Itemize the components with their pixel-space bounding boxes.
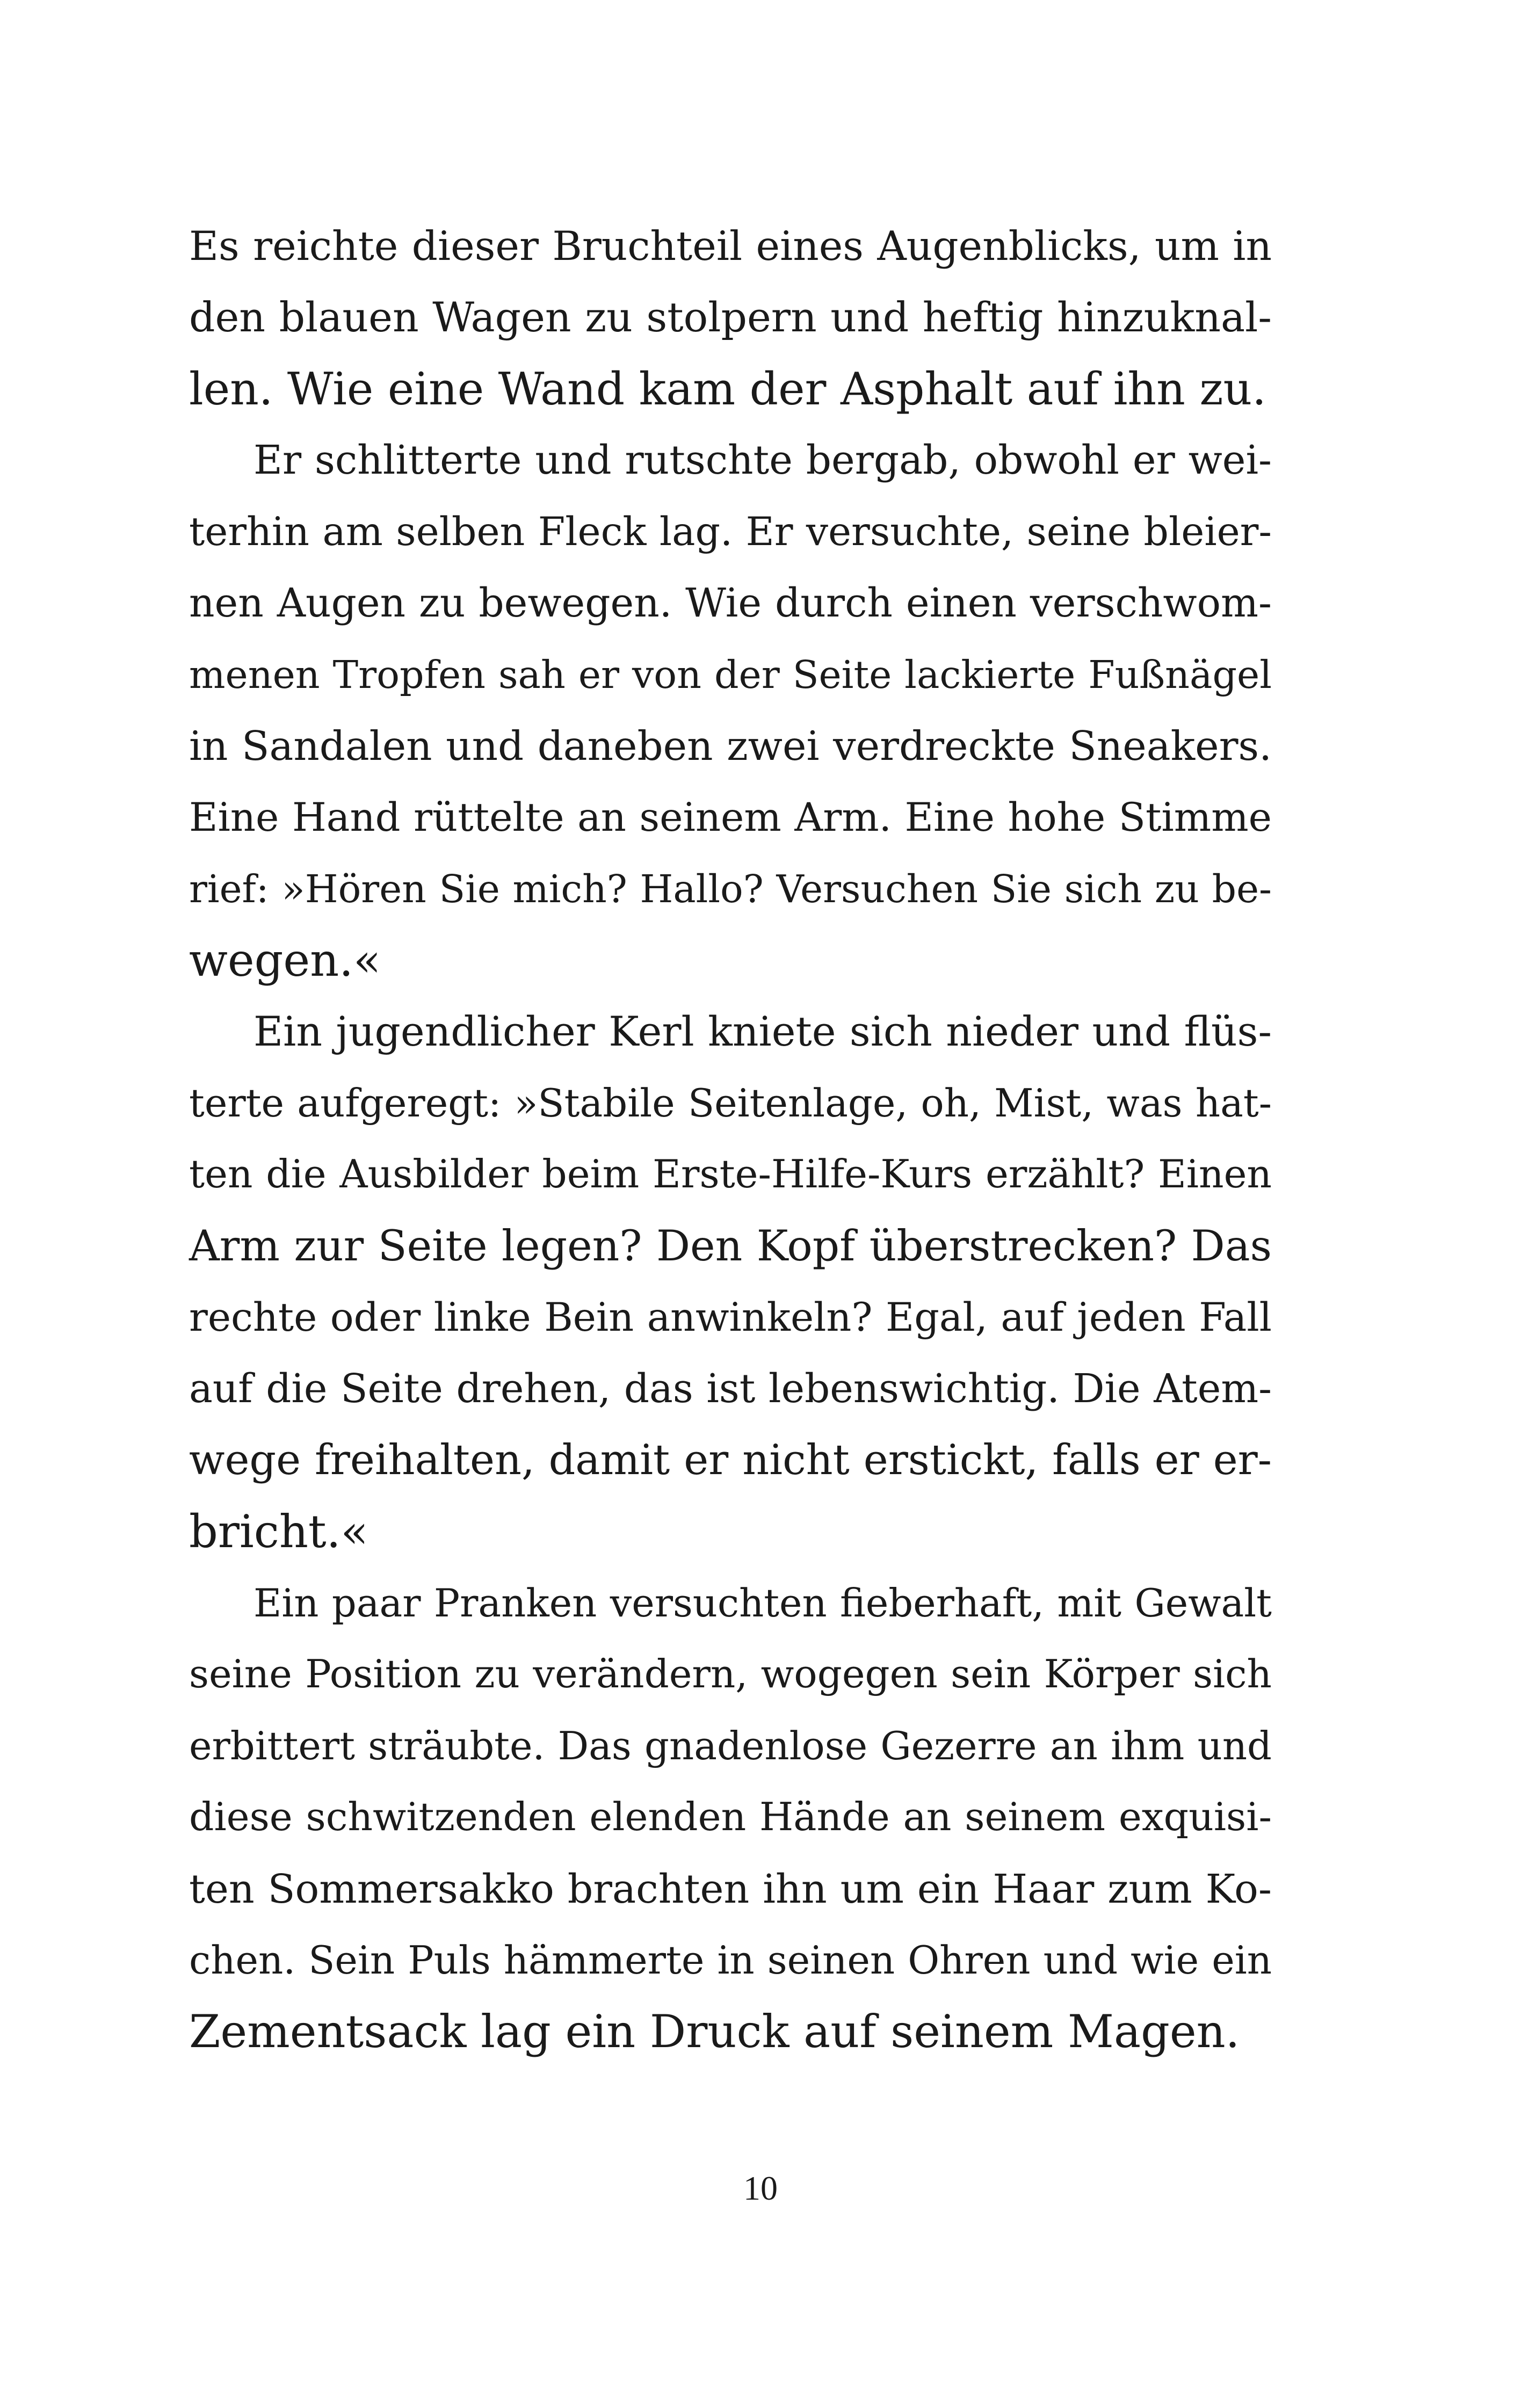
text-line: Es reichte dieser Bruchteil eines Augenblicks, um in <box>189 222 1272 270</box>
text-line: chen. Sein Puls hämmerte in seinen Ohren und wie ein <box>189 1938 1272 1983</box>
text-line: diese schwitzenden elenden Hände an seinem exquisi- <box>189 1795 1272 1840</box>
text-line: auf die Seite drehen, das ist lebenswichtig. Die Atem- <box>189 1366 1272 1412</box>
text-line: den blauen Wagen zu stolpern und heftig hinzuknal- <box>189 294 1272 341</box>
paragraph-2 <box>189 425 1272 996</box>
text-line: Ein paar Pranken versuchten fieberhaft, mit Gewalt <box>253 1580 1272 1626</box>
text-line: rechte oder linke Bein anwinkeln? Egal, auf jeden Fall <box>189 1295 1272 1340</box>
paragraph-4 <box>189 1568 1272 2068</box>
page-number: 10 <box>743 2169 778 2207</box>
text-line: terhin am selben Fleck lag. Er versuchte, seine bleier- <box>189 509 1272 555</box>
text-line: Ein jugendlicher Kerl kniete sich nieder und flüs- <box>253 1008 1272 1055</box>
text-line: Er schlitterte und rutschte bergab, obwohl er wei- <box>253 438 1272 483</box>
text-line: bricht.« <box>189 1505 368 1558</box>
text-line: ten Sommersakko brachten ihn um ein Haar zum Ko- <box>189 1866 1272 1912</box>
text-line: Zementsack lag ein Druck auf seinem Magen. <box>189 2005 1240 2058</box>
text-line: terte aufgeregt: »Stabile Seitenlage, oh, Mist, was hat- <box>189 1080 1272 1126</box>
text-line: wegen.« <box>189 934 381 987</box>
text-line: in Sandalen und daneben zwei verdreckte Sneakers. <box>189 722 1272 770</box>
text-line: Arm zur Seite legen? Den Kopf überstrecken? Das <box>189 1221 1272 1271</box>
text-line: ten die Ausbilder beim Erste-Hilfe-Kurs erzählt? Einen <box>189 1152 1272 1197</box>
text-line: len. Wie eine Wand kam der Asphalt auf ihn zu. <box>189 363 1266 415</box>
paragraph-3 <box>189 996 1272 1568</box>
text-line: nen Augen zu bewegen. Wie durch einen verschwom- <box>189 580 1272 626</box>
text-line: menen Tropfen sah er von der Seite lackierte Fußnägel <box>189 652 1272 697</box>
text-line: wege freihalten, damit er nicht erstickt, falls er er- <box>189 1436 1272 1484</box>
text-line: erbittert sträubte. Das gnadenlose Gezerre an ihm und <box>189 1723 1272 1768</box>
body-text <box>189 211 1272 2068</box>
text-line: Eine Hand rüttelte an seinem Arm. Eine hohe Stimme <box>189 795 1272 840</box>
text-line: seine Position zu verändern, wogegen sein Körper sich <box>189 1652 1272 1697</box>
text-line: rief: »Hören Sie mich? Hallo? Versuchen Sie sich zu be- <box>189 867 1272 911</box>
paragraph-1 <box>189 211 1272 425</box>
